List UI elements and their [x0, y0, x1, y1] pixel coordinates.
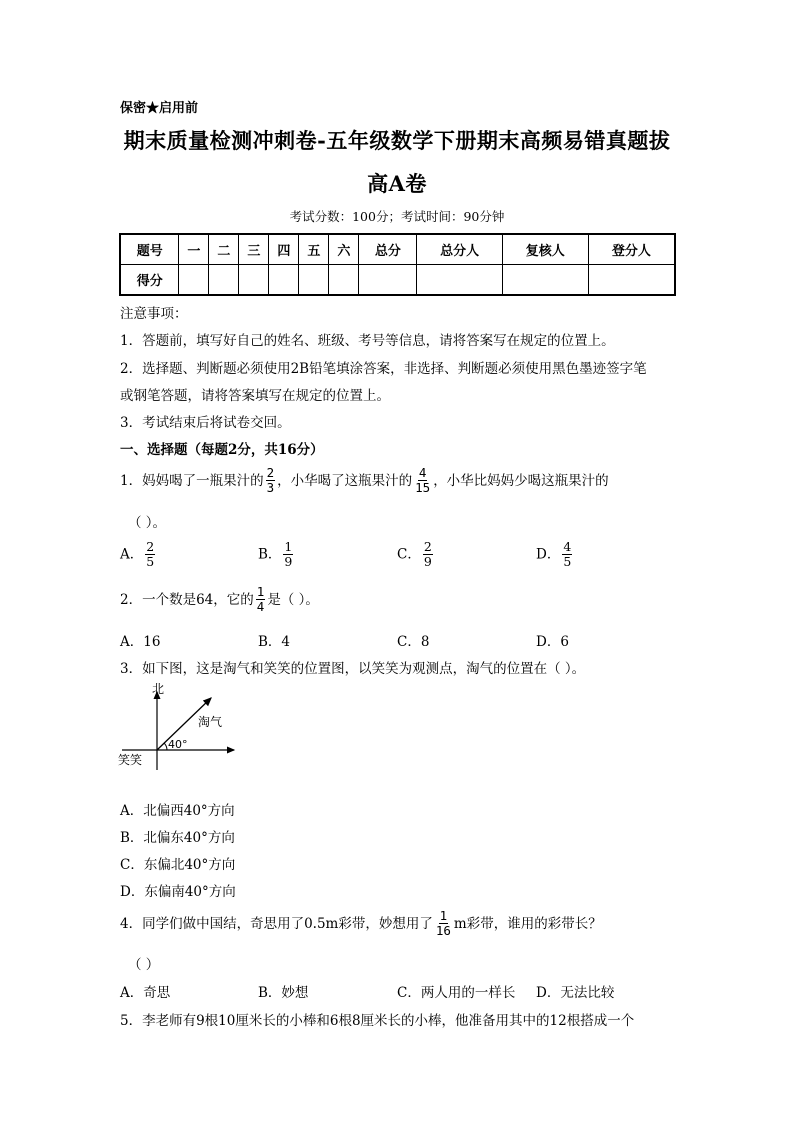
page-title-line1: 期末质量检测冲刺卷-五年级数学下册期末高频易错真题拔 — [123, 128, 671, 153]
north-label: 北 — [152, 682, 165, 696]
q3-option-c[interactable]: C．东偏北40°方向 — [120, 857, 236, 873]
score-table-header-row — [120, 234, 675, 265]
q1-fraction-1 — [266, 466, 276, 496]
score-table-score-row — [120, 265, 675, 296]
score-cell[interactable] — [179, 265, 209, 296]
q3-option-a[interactable]: A．北偏西40°方向 — [120, 803, 235, 819]
score-table — [119, 233, 676, 296]
score-header-cell: 六 — [329, 234, 359, 265]
score-cell[interactable] — [588, 265, 675, 296]
score-cell[interactable] — [299, 265, 329, 296]
score-header-cell: 二 — [209, 234, 239, 265]
option-label: C． — [397, 546, 421, 563]
q1-fraction-2 — [414, 466, 431, 496]
position-diagram — [118, 682, 238, 772]
option-numerator: 4 — [563, 539, 572, 554]
question-1 — [120, 466, 609, 496]
question-2 — [120, 585, 319, 615]
q1-option-c[interactable] — [397, 540, 435, 570]
q1-blank-text: （ ）。 — [128, 515, 167, 531]
q2-suffix: 是（ ）。 — [267, 591, 319, 608]
q1-option-b[interactable] — [258, 540, 295, 570]
option-denominator: 9 — [423, 554, 432, 570]
q1-frac1-numerator: 2 — [266, 465, 275, 480]
notes-title: 注意事项： — [120, 306, 188, 322]
option-label: A． — [120, 546, 144, 563]
xiaoxiao-label: 笑笑 — [118, 753, 143, 767]
score-cell[interactable] — [359, 265, 417, 296]
q2-option-c[interactable]: C．8 — [397, 634, 430, 650]
exam-info: 考试分数：100分；考试时间：90分钟 — [289, 209, 505, 224]
q2-frac-denominator: 4 — [256, 599, 265, 615]
note-item-1: 1．答题前，填写好自己的姓名、班级、考号等信息，请将答案写在规定的位置上。 — [120, 333, 615, 349]
note-item-2: 2．选择题、判断题必须使用2B铅笔填涂答案，非选择、判断题必须使用黑色墨迹签字笔 — [120, 361, 647, 377]
score-header-cell: 五 — [299, 234, 329, 265]
q2-option-a[interactable]: A．16 — [120, 634, 161, 650]
question-4 — [120, 909, 602, 939]
q3-option-d[interactable]: D．东偏南40°方向 — [120, 884, 236, 900]
q4-option-c[interactable]: C．两人用的一样长 — [397, 985, 516, 1001]
q2-prefix: 2．一个数是64，它的 — [120, 591, 254, 608]
score-cell[interactable] — [269, 265, 299, 296]
q4-frac-numerator: 1 — [439, 908, 448, 923]
q4-suffix: m彩带，谁用的彩带长？ — [453, 915, 602, 932]
score-header-cell: 四 — [269, 234, 299, 265]
q1-option-d[interactable] — [536, 540, 574, 570]
score-header-cell: 三 — [239, 234, 269, 265]
question-5 — [120, 1009, 634, 1029]
score-header-cell: 复核人 — [502, 234, 588, 265]
q1-answer-blank — [128, 511, 166, 531]
q5-text: 5．李老师有9根10厘米长的小棒和6根8厘米长的小棒，他准备用其中的12根搭成一个 — [120, 1013, 635, 1029]
score-header-cell: 总分 — [359, 234, 417, 265]
q1-prefix: 1．妈妈喝了一瓶果汁的 — [120, 472, 264, 489]
q1-middle: ，小华喝了这瓶果汁的 — [277, 472, 413, 489]
q1-frac2-denominator: 15 — [415, 480, 431, 496]
score-cell[interactable] — [209, 265, 239, 296]
option-numerator: 1 — [284, 539, 293, 554]
note-item-3: 3．考试结束后将试卷交回。 — [120, 415, 291, 431]
q2-frac-numerator: 1 — [256, 584, 265, 599]
option-numerator: 2 — [146, 539, 155, 554]
score-header-cell: 题号 — [120, 234, 179, 265]
q4-frac-denominator: 16 — [435, 923, 451, 939]
angle-arc — [164, 743, 167, 750]
q4-option-d[interactable]: D．无法比较 — [536, 985, 615, 1001]
page-title-line2: 高A卷 — [367, 171, 427, 196]
q3-option-b[interactable]: B．北偏东40°方向 — [120, 830, 235, 846]
score-cell[interactable] — [502, 265, 588, 296]
section-title-choice: 一、选择题（每题2分，共16分） — [120, 442, 324, 458]
q1-suffix: ，小华比妈妈少喝这瓶果汁的 — [433, 472, 609, 489]
option-label: B． — [258, 546, 282, 563]
q2-fraction — [256, 585, 266, 615]
confidential-label: 保密★启用前 — [120, 101, 199, 116]
q1-frac1-denominator: 3 — [266, 480, 275, 496]
note-item-2-cont: 或钢笔答题，请将答案填写在规定的位置上。 — [120, 388, 390, 404]
score-header-cell: 一 — [179, 234, 209, 265]
angle-label: 40° — [168, 738, 188, 751]
option-denominator: 9 — [284, 554, 293, 570]
q1-option-a[interactable] — [120, 540, 157, 570]
option-denominator: 5 — [563, 554, 572, 570]
score-row-label: 得分 — [120, 265, 179, 296]
q2-option-b[interactable]: B．4 — [258, 634, 291, 650]
option-label: D． — [536, 546, 561, 563]
option-denominator: 5 — [146, 554, 155, 570]
score-cell[interactable] — [417, 265, 503, 296]
score-header-cell: 总分人 — [417, 234, 503, 265]
q3-text: 3．如下图，这是淘气和笑笑的位置图，以笑笑为观测点，淘气的位置在（ ）。 — [120, 661, 586, 677]
question-3 — [120, 657, 585, 677]
q4-option-a[interactable]: A．奇思 — [120, 985, 171, 1001]
q4-fraction — [435, 909, 452, 939]
q4-prefix: 4．同学们做中国结，奇思用了0.5m彩带，妙想用了 — [120, 915, 433, 932]
score-cell[interactable] — [239, 265, 269, 296]
option-numerator: 2 — [423, 539, 432, 554]
score-cell[interactable] — [329, 265, 359, 296]
q4-answer-blank — [128, 953, 159, 973]
q4-blank-text: （ ） — [128, 957, 160, 973]
q2-option-d[interactable]: D．6 — [536, 634, 569, 650]
q4-option-b[interactable]: B．妙想 — [258, 985, 309, 1001]
q1-frac2-numerator: 4 — [418, 465, 427, 480]
taoqi-label: 淘气 — [198, 715, 223, 729]
score-header-cell: 登分人 — [588, 234, 675, 265]
